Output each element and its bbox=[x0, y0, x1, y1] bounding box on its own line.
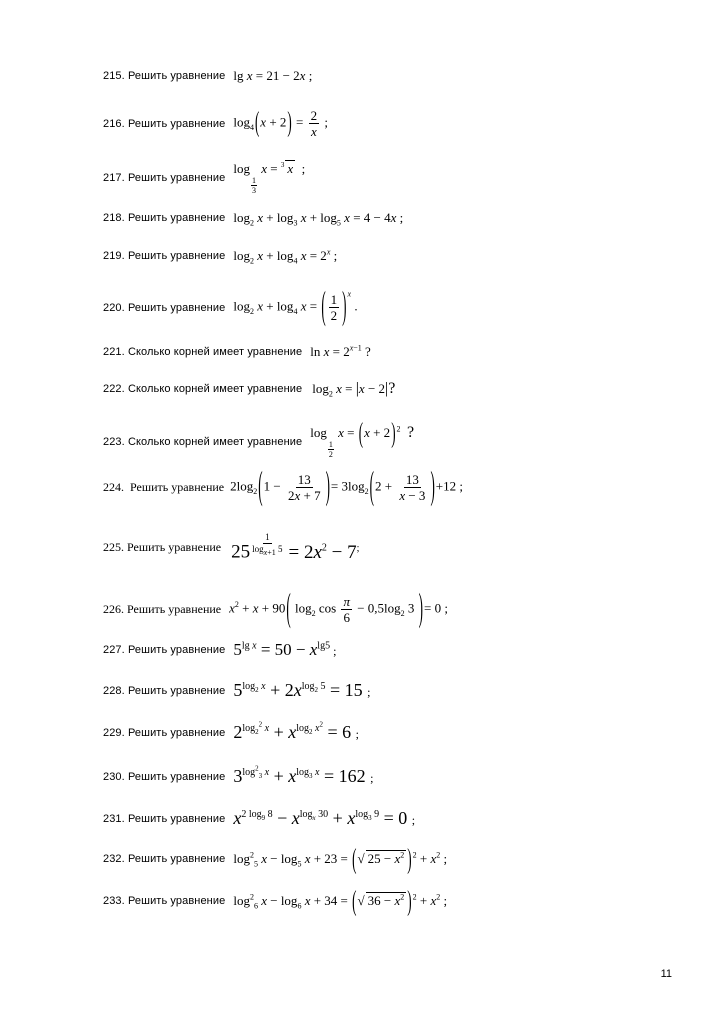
problem-232 bbox=[103, 841, 698, 875]
problem-label: 216. Решить уравнение bbox=[103, 117, 226, 130]
problem-231 bbox=[103, 808, 698, 829]
equation: $2^{log_2^2 x} + x^{log_2 x^2} = 6$ ; bbox=[233, 720, 359, 742]
problem-label: 222. Сколько корней имеет уравнение bbox=[103, 383, 303, 395]
problem-230 bbox=[103, 766, 698, 787]
equation: $\log^2_5 x - \log_5 x + 23$ = (√ $25 - x^2$ )$^2 + x^2$ ; bbox=[233, 841, 448, 875]
equation: $\ln x = 2^{x-1}$ ? bbox=[310, 343, 371, 359]
problem-label: 227. Решить уравнение bbox=[103, 644, 226, 656]
problem-221 bbox=[103, 344, 698, 360]
problem-217 bbox=[103, 160, 698, 195]
problem-label: 226. Решить уравнение bbox=[103, 602, 222, 616]
problem-222 bbox=[103, 380, 698, 398]
problem-229 bbox=[103, 722, 698, 743]
problem-label: 232. Решить уравнение bbox=[103, 852, 226, 865]
equation: $\log_2 x + \log_3 x + \log_5 x = 4 - 4x$ ; bbox=[233, 210, 404, 228]
equation: $\log_2 x = |x - 2|$? bbox=[312, 380, 396, 399]
problem-223 bbox=[103, 415, 698, 459]
problem-label: 220. Решить уравнение bbox=[103, 301, 226, 314]
equation: $x^{2 log_9 8} - x^{log_x 30} + x^{log_3 9} = 0$ ; bbox=[233, 808, 416, 828]
equation: $\log_4(x + 2)$ = $\frac{2}{x}$ ; bbox=[233, 104, 328, 139]
problem-label: 229. Решить уравнение bbox=[103, 726, 226, 739]
problem-label: 231. Решить уравнение bbox=[103, 812, 226, 825]
problem-233 bbox=[103, 883, 698, 917]
problem-label: 230. Решить уравнение bbox=[103, 770, 226, 783]
problem-label: 228. Решить уравнение bbox=[103, 684, 226, 697]
problem-225 bbox=[103, 532, 698, 564]
problem-215 bbox=[103, 68, 698, 84]
equation: $5^{log_2 x} + 2x^{log_2 5} = 15$ ; bbox=[233, 680, 371, 700]
problem-label: 217. Решить уравнение bbox=[103, 171, 226, 184]
problem-label: 218. Решить уравнение bbox=[103, 212, 226, 224]
equation: 25 $\frac{1}{\log_{x+1} 5}$ = $2x^2 - 7^;$ bbox=[231, 532, 360, 563]
problem-label: 223. Сколько корней имеет уравнение bbox=[103, 435, 303, 448]
problem-218 bbox=[103, 210, 698, 226]
problem-219 bbox=[103, 248, 698, 264]
equation: $5^{lg x} = 50 - x^{lg5}$ ; bbox=[233, 640, 337, 659]
page-number: 11 bbox=[660, 968, 672, 980]
problem-216 bbox=[103, 104, 698, 139]
problem-label: 224. Решить уравнение bbox=[103, 480, 225, 494]
equation: log $\frac{1}{3}$ x = $^3$ x ; bbox=[233, 161, 306, 195]
problem-label: 233. Решить уравнение bbox=[103, 894, 226, 907]
problem-label: 225. Решить уравнение bbox=[103, 540, 222, 555]
equation: log $\frac{1}{2}$ $x = (x + 2)^2$ ? bbox=[310, 415, 415, 459]
equation: $2\log_2(1$ − $\frac{13}{2x + 7}$ )= $3\log_2(2$ + $\frac{13}{x - 3}$ )+12 ; bbox=[230, 462, 463, 508]
equation: $x^2 + x + 90$( $\log_2 \cos$ $\frac{\pi}{6}$ − $0,5\log_2$ 3 )= 0 ; bbox=[229, 584, 448, 630]
problem-227 bbox=[103, 640, 698, 660]
problem-226 bbox=[103, 584, 698, 630]
problem-label: 219. Решить уравнение bbox=[103, 250, 226, 262]
equation: $\log_2 x + \log_4 x$ = ( $\frac{1}{2}$ )$^x$ . bbox=[233, 282, 358, 328]
problem-228 bbox=[103, 680, 698, 701]
equation: $3^{log^2_3 x} + x^{log_3 x} = 162$ ; bbox=[233, 764, 374, 786]
equation: lg x = 21 − 2x ; bbox=[233, 68, 313, 83]
problem-label: 215. Решить уравнение bbox=[103, 70, 226, 82]
problem-220 bbox=[103, 282, 698, 328]
problem-224 bbox=[103, 462, 698, 508]
equation: $\log^2_6 x - \log_6 x + 34$ = (√ $36 - x^2$ )$^2 + x^2$ ; bbox=[233, 883, 448, 917]
problem-label: 221. Сколько корней имеет уравнение bbox=[103, 346, 303, 358]
equation: $\log_2 x + \log_4 x = 2^x$ ; bbox=[233, 247, 338, 266]
